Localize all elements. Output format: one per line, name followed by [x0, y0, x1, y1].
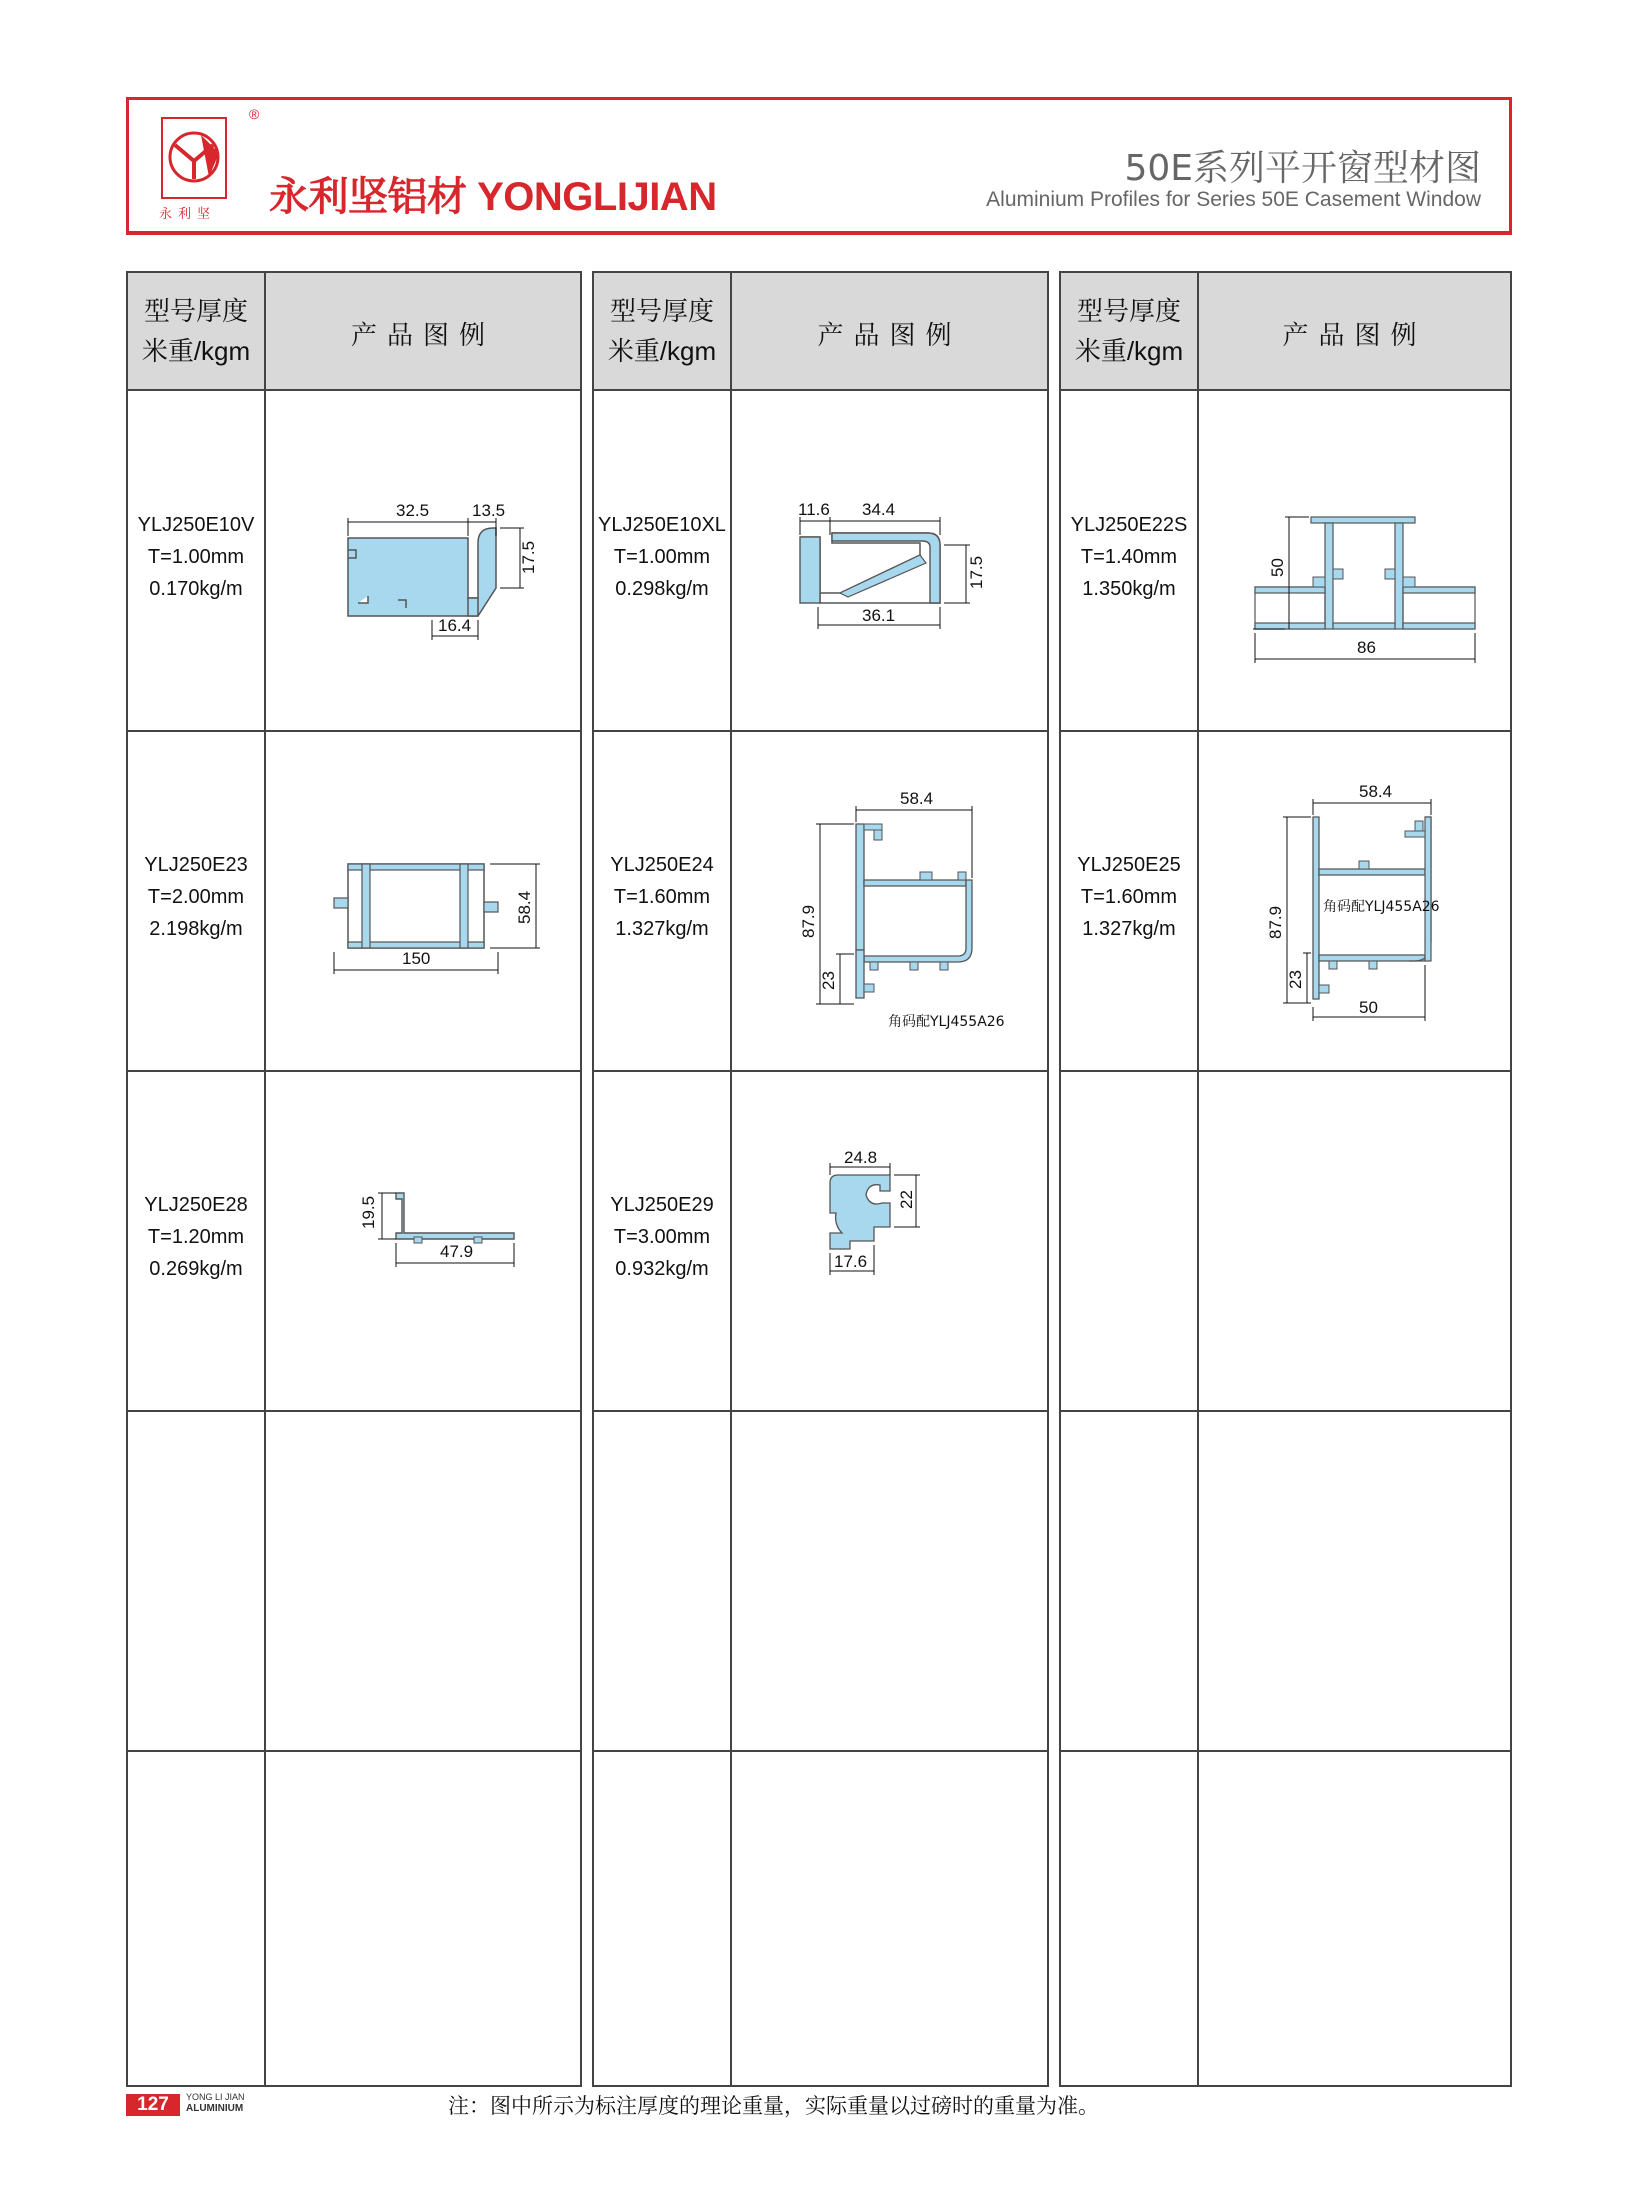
dim-label: 17.5: [519, 540, 538, 574]
header-product-label: 产品图例: [350, 320, 495, 350]
dim-label: 19.5: [359, 1195, 378, 1229]
header-model-line1: 型号厚度: [609, 296, 714, 326]
dim-label: 23: [819, 971, 838, 990]
product-thickness: T=1.00mm: [147, 546, 245, 568]
header-product-label: 产品图例: [817, 320, 962, 350]
dim-label: 34.4: [862, 500, 896, 519]
product-code: YLJ250E10XL: [598, 514, 726, 536]
brand-logo-icon: [161, 117, 227, 217]
dim-label: 58.4: [1359, 782, 1393, 801]
dim-label: 86: [1357, 638, 1376, 657]
profile-drawing: [760, 758, 1050, 1068]
product-spec: [1061, 509, 1197, 605]
footer-note: 注：图中所示为标注厚度的理论重量，实际重量以过磅时的重量为准。: [448, 2094, 1099, 2118]
header-model-line2: 米重/kgm: [141, 336, 251, 366]
corner-key-note: 角码配YLJ455A26: [1323, 899, 1440, 915]
dim-label: 36.1: [862, 606, 896, 625]
product-code: YLJ250E28: [144, 1194, 248, 1216]
dim-label: 13.5: [472, 501, 506, 520]
row-divider: [594, 1750, 1047, 1752]
product-thickness: T=1.40mm: [1080, 546, 1178, 568]
column-divider: [264, 273, 266, 2085]
profile-drawing: [304, 828, 574, 978]
product-code: YLJ250E22S: [1070, 514, 1188, 536]
logo-caption: 永利坚: [159, 206, 217, 221]
brand-name: 永利坚铝材 YONGLIJIAN: [269, 175, 717, 219]
column-divider: [1197, 273, 1199, 2085]
product-thickness: T=1.60mm: [613, 886, 711, 908]
table-block-1: [126, 271, 582, 2087]
header-product-label: 产品图例: [1282, 320, 1427, 350]
dim-label: 17.6: [834, 1252, 868, 1271]
row-divider: [1061, 1410, 1510, 1412]
column-divider: [730, 273, 732, 2085]
corner-key-note: 角码配YLJ455A26: [888, 1014, 1005, 1030]
product-thickness: T=1.60mm: [1080, 886, 1178, 908]
dim-label: 23: [1286, 970, 1305, 989]
profile-drawing: [1229, 745, 1509, 1045]
product-thickness: T=2.00mm: [147, 886, 245, 908]
dim-label: 87.9: [1266, 905, 1285, 939]
header-model-label: [128, 291, 264, 371]
product-weight: 1.350kg/m: [1082, 578, 1176, 600]
product-weight: 1.327kg/m: [615, 918, 709, 940]
product-code: YLJ250E25: [1077, 854, 1181, 876]
product-weight: 1.327kg/m: [1082, 918, 1176, 940]
dim-label: 58.4: [900, 789, 934, 808]
row-divider: [128, 1070, 580, 1072]
header-model-line2: 米重/kgm: [1074, 336, 1184, 366]
product-spec: [128, 849, 264, 945]
product-spec: [128, 509, 264, 605]
footer-brand-label: YONG LI JIAN: [186, 2092, 245, 2102]
product-spec: [594, 849, 730, 945]
product-thickness: T=1.00mm: [613, 546, 711, 568]
row-divider: [594, 1410, 1047, 1412]
registered-mark: ®: [249, 106, 260, 122]
header-model-line1: 型号厚度: [1076, 296, 1181, 326]
dim-label: 16.4: [438, 616, 472, 635]
row-divider: [1061, 1070, 1510, 1072]
product-weight: 0.170kg/m: [149, 578, 243, 600]
product-code: YLJ250E10V: [137, 514, 255, 536]
row-divider: [128, 1410, 580, 1412]
product-code: YLJ250E23: [144, 854, 248, 876]
table-header-row: [594, 273, 1047, 391]
product-spec: [594, 509, 730, 605]
header-model-line1: 型号厚度: [143, 296, 248, 326]
row-divider: [594, 1070, 1047, 1072]
profile-drawing: [790, 485, 1020, 635]
header-model-label: [1061, 291, 1197, 371]
dim-label: 47.9: [440, 1242, 474, 1261]
profile-drawing: [820, 1148, 980, 1313]
footer-brand-label: ALUMINIUM: [186, 2103, 244, 2114]
page-header: [126, 97, 1512, 235]
row-divider: [128, 730, 580, 732]
dim-label: 11.6: [798, 500, 830, 519]
product-thickness: T=3.00mm: [613, 1226, 711, 1248]
dim-label: 58.4: [515, 890, 534, 924]
row-divider: [594, 730, 1047, 732]
page-subtitle: Aluminium Profiles for Series 50E Casement Window: [986, 188, 1481, 211]
profile-drawing: [324, 1173, 554, 1293]
table-block-2: [592, 271, 1049, 2087]
product-weight: 0.932kg/m: [615, 1258, 709, 1280]
product-code: YLJ250E24: [610, 854, 714, 876]
page-title: 50E系列平开窗型材图: [1124, 148, 1481, 189]
table-block-3: [1059, 271, 1512, 2087]
dim-label: 22: [897, 1190, 916, 1209]
row-divider: [1061, 730, 1510, 732]
row-divider: [128, 1750, 580, 1752]
dim-label: 32.5: [396, 501, 430, 520]
header-model-label: [594, 291, 730, 371]
dim-label: 50: [1268, 558, 1287, 577]
dim-label: 87.9: [799, 904, 818, 938]
product-weight: 2.198kg/m: [149, 918, 243, 940]
product-spec: [1061, 849, 1197, 945]
product-thickness: T=1.20mm: [147, 1226, 245, 1248]
dim-label: 17.5: [967, 555, 986, 589]
dim-label: 24.8: [844, 1148, 878, 1167]
row-divider: [1061, 1750, 1510, 1752]
profile-drawing: [1229, 465, 1509, 675]
product-weight: 0.269kg/m: [149, 1258, 243, 1280]
profile-drawing: [318, 488, 538, 638]
product-spec: [594, 1189, 730, 1285]
dim-label: 150: [402, 949, 431, 968]
table-header-row: [128, 273, 580, 391]
table-header-row: [1061, 273, 1510, 391]
product-weight: 0.298kg/m: [615, 578, 709, 600]
page-number: 127: [126, 2094, 180, 2116]
header-model-line2: 米重/kgm: [607, 336, 717, 366]
dim-label: 50: [1359, 998, 1378, 1017]
product-code: YLJ250E29: [610, 1194, 714, 1216]
product-spec: [128, 1189, 264, 1285]
